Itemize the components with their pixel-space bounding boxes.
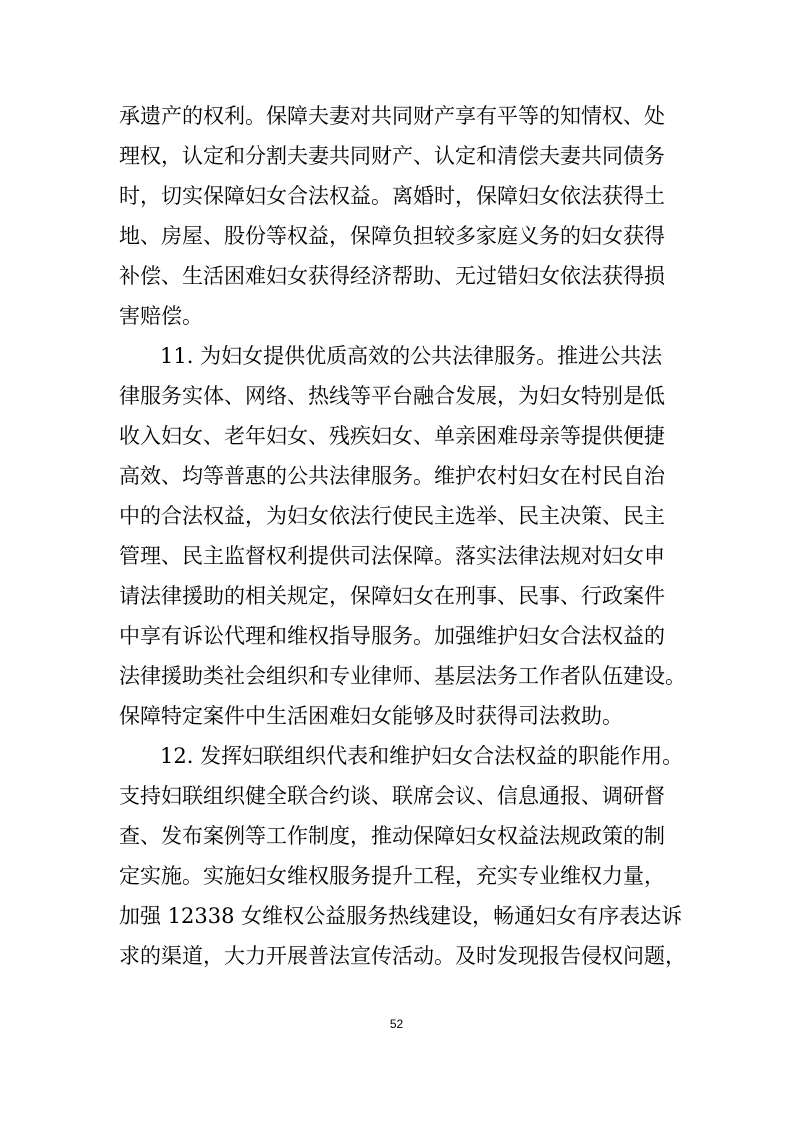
section-heading-line: 11. 为妇女提供优质高效的公共法律服务。推进公共法 (160, 344, 663, 368)
text-line: 时，切实保障妇女合法权益。离婚时，保障妇女依法获得土 (119, 184, 665, 208)
text-line: 中的合法权益，为妇女依法行使民主选举、民主决策、民主 (119, 504, 665, 528)
text-line: 害赔偿。 (119, 304, 203, 328)
text-line: 查、发布案例等工作制度，推动保障妇女权益法规政策的制 (119, 824, 665, 848)
text-line: 理权，认定和分割夫妻共同财产、认定和清偿夫妻共同债务 (119, 144, 665, 168)
text-line: 加强 12338 女维权公益服务热线建设，畅通妇女有序表达诉 (119, 904, 683, 928)
text-line: 求的渠道，大力开展普法宣传活动。及时发现报告侵权问题， (119, 944, 686, 968)
section-heading-line: 12. 发挥妇联组织代表和维护妇女合法权益的职能作用。 (160, 744, 684, 768)
text-line: 保障特定案件中生活困难妇女能够及时获得司法救助。 (119, 704, 623, 728)
text-line: 定实施。实施妇女维权服务提升工程，充实专业维权力量， (119, 864, 665, 888)
text-line: 律服务实体、网络、热线等平台融合发展，为妇女特别是低 (119, 384, 665, 408)
text-line: 补偿、生活困难妇女获得经济帮助、无过错妇女依法获得损 (119, 264, 665, 288)
text-line: 支持妇联组织健全联合约谈、联席会议、信息通报、调研督 (119, 784, 665, 808)
text-line: 管理、民主监督权利提供司法保障。落实法律法规对妇女申 (119, 544, 665, 568)
text-line: 请法律援助的相关规定，保障妇女在刑事、民事、行政案件 (119, 584, 665, 608)
text-line: 收入妇女、老年妇女、残疾妇女、单亲困难母亲等提供便捷 (119, 424, 665, 448)
body-text (119, 96, 694, 976)
page-number: 52 (389, 1017, 404, 1031)
text-line: 地、房屋、股份等权益，保障负担较多家庭义务的妇女获得 (119, 224, 665, 248)
text-line: 法律援助类社会组织和专业律师、基层法务工作者队伍建设。 (119, 664, 686, 688)
text-line: 高效、均等普惠的公共法律服务。维护农村妇女在村民自治 (119, 464, 665, 488)
text-line: 承遗产的权利。保障夫妻对共同财产享有平等的知情权、处 (119, 104, 665, 128)
text-line: 中享有诉讼代理和维权指导服务。加强维护妇女合法权益的 (119, 624, 665, 648)
